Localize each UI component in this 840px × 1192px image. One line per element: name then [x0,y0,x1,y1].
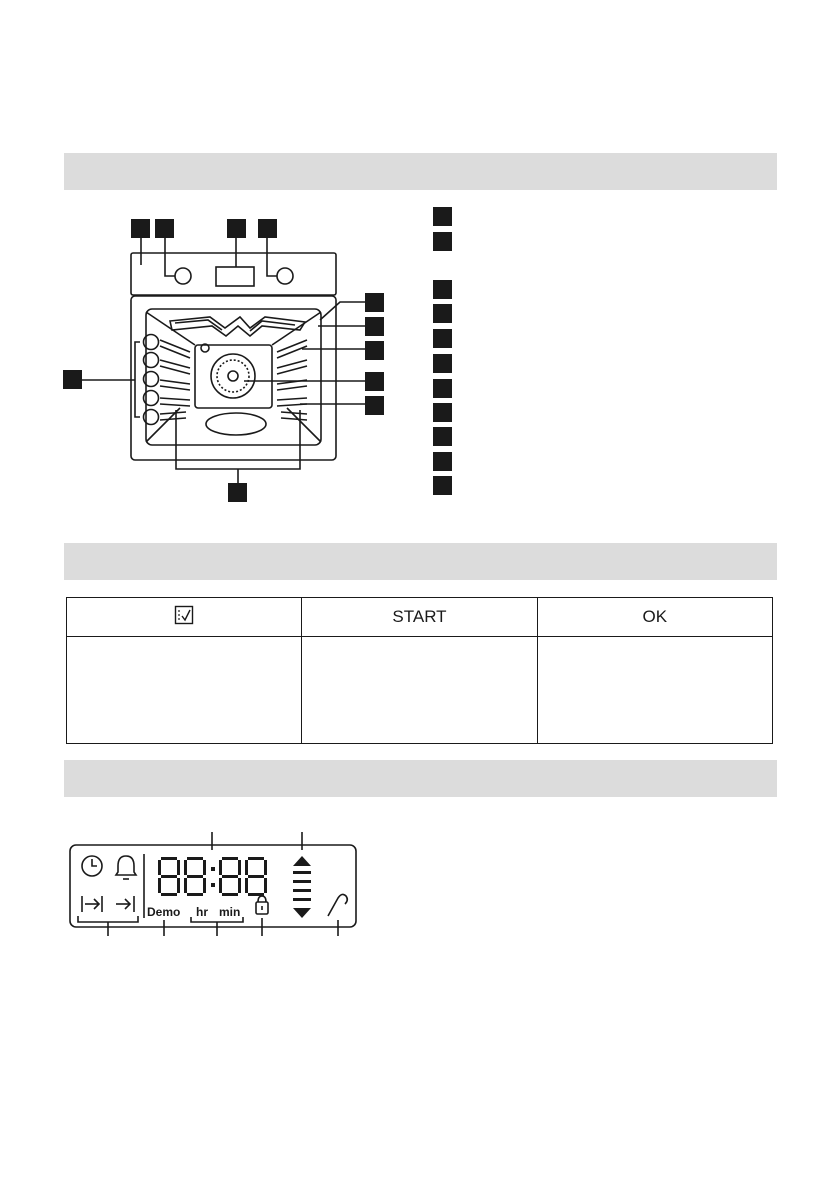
digit-segment [184,878,187,893]
table-cell [67,637,302,744]
header-cell-checklist [67,598,302,637]
start-time-icon [82,896,102,912]
digit-segment [222,875,238,878]
digit-segment [177,878,180,893]
section-heading-control-panel [64,543,777,580]
digit-segment [203,860,206,875]
digit-segment [161,857,177,860]
legend-marker [433,280,452,299]
legend-marker [433,476,452,495]
fan-hub [228,371,238,381]
legend-marker [433,403,452,422]
heat-up-indicator [293,856,311,918]
legend-marker [433,452,452,471]
clock-icon [82,856,102,876]
table-cell [302,637,537,744]
digit-segment [158,860,161,875]
checklist-icon [174,605,194,625]
display-diagram [60,825,370,940]
digit-segment [248,857,264,860]
digit-segment [161,893,177,896]
legend-marker [433,427,452,446]
legend-marker [433,207,452,226]
digit-segment [245,878,248,893]
hr-label: hr [196,905,208,919]
legend-marker [433,329,452,348]
colon-dot [211,867,215,871]
section-heading-product-description [64,153,777,190]
demo-label: Demo [147,905,181,919]
digit-segment [248,875,264,878]
time-digits [158,857,267,896]
digit-segment [184,860,187,875]
legend-marker [433,304,452,323]
digit-segment [219,860,222,875]
digit-segment [222,857,238,860]
header-cell-start: START [302,598,537,637]
right-knob [277,268,293,284]
digit-segment [161,875,177,878]
table-cell [537,637,772,744]
digit-segment [177,860,180,875]
section-heading-display [64,760,777,797]
end-time-icon [116,896,134,912]
digit-segment [158,878,161,893]
bottom-heater [206,413,266,435]
digit-segment [222,893,238,896]
digit-segment [264,860,267,875]
digit-segment [245,860,248,875]
panel-display [216,267,254,286]
digit-segment [238,860,241,875]
colon-dot [211,883,215,887]
min-label: min [219,905,241,919]
digit-segment [203,878,206,893]
header-cell-ok: OK [537,598,772,637]
legend-marker [433,379,452,398]
digit-segment [238,878,241,893]
control-panel-outline [131,253,336,295]
food-sensor-icon [328,894,347,916]
digit-segment [219,878,222,893]
oven-diagram [60,200,400,510]
legend-marker [433,354,452,373]
digit-segment [264,878,267,893]
left-knob [175,268,191,284]
digit-segment [248,893,264,896]
fan-blades [217,360,249,392]
digit-segment [187,857,203,860]
digit-segment [187,893,203,896]
lock-icon [256,896,268,914]
keys-table [66,597,773,744]
legend-marker [433,232,452,251]
bell-icon [116,856,136,879]
digit-segment [187,875,203,878]
